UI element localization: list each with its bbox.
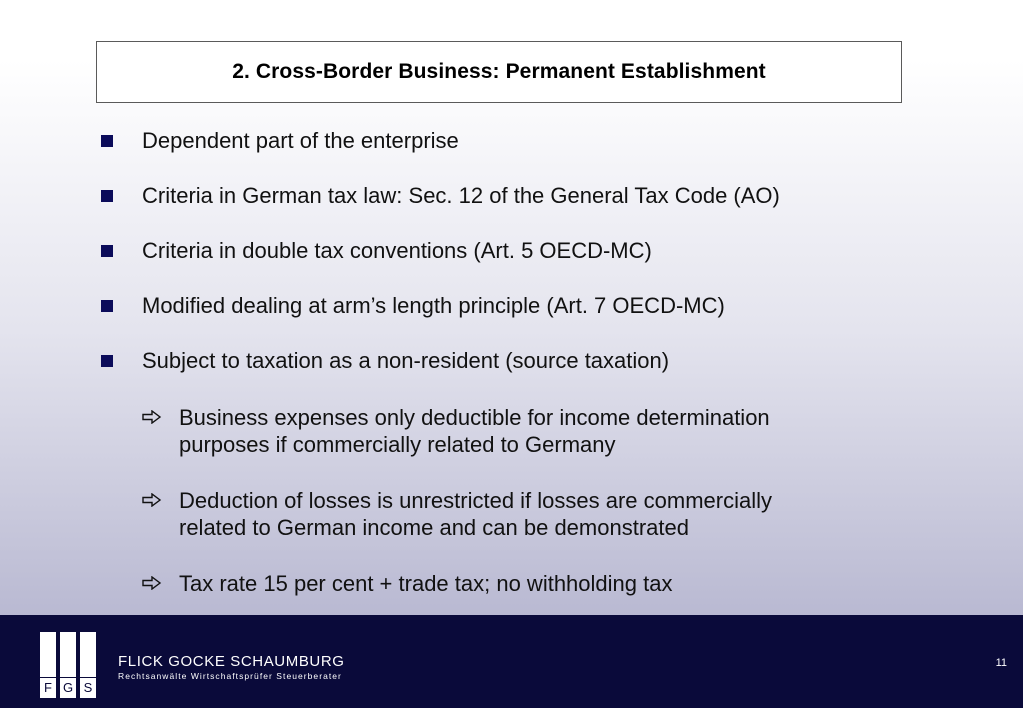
bullet-text: Criteria in German tax law: Sec. 12 of the General Tax Code (AO) xyxy=(142,183,780,208)
bullet-text: Modified dealing at arm’s length principle (Art. 7 OECD-MC) xyxy=(142,293,725,318)
sub-bullet-text xyxy=(179,404,770,458)
outline-arrow-right-icon xyxy=(142,487,164,513)
bullet-item xyxy=(101,128,459,154)
sub-bullet-line: purposes if commercially related to Germany xyxy=(179,432,616,457)
firm-name: FLICK GOCKE SCHAUMBURG xyxy=(118,653,345,670)
square-bullet-icon xyxy=(101,300,113,312)
bullet-text: Criteria in double tax conventions (Art. 5 OECD-MC) xyxy=(142,238,652,263)
square-bullet-icon xyxy=(101,355,113,367)
slide-title: 2. Cross-Border Business: Permanent Establishment xyxy=(232,60,766,83)
page-number: 11 xyxy=(995,657,1007,669)
fgs-logo xyxy=(40,632,96,698)
bullet-item xyxy=(101,183,780,209)
outline-arrow-right-icon xyxy=(142,570,164,596)
sub-bullet-item xyxy=(142,404,770,458)
bullet-text: Subject to taxation as a non-resident (source taxation) xyxy=(142,348,670,373)
logo-letter: S xyxy=(83,680,93,695)
square-bullet-icon xyxy=(101,190,113,202)
sub-bullet-item xyxy=(142,487,772,541)
bullet-item xyxy=(101,348,669,374)
logo-letter: F xyxy=(44,680,52,695)
sub-bullet-text xyxy=(179,570,672,597)
footer-bar xyxy=(0,615,1023,708)
bullet-item xyxy=(101,293,725,319)
logo-column xyxy=(80,632,96,698)
sub-bullet-text xyxy=(179,487,772,541)
square-bullet-icon xyxy=(101,245,113,257)
square-bullet-icon xyxy=(101,135,113,147)
logo-divider xyxy=(40,677,96,678)
sub-bullet-line: related to German income and can be demonstrated xyxy=(179,515,689,540)
firm-tagline: Rechtsanwälte Wirtschaftsprüfer Steuerberater xyxy=(118,671,342,681)
sub-bullet-item xyxy=(142,570,672,597)
bullet-text: Dependent part of the enterprise xyxy=(142,128,459,153)
bullet-item xyxy=(101,238,652,264)
sub-bullet-line: Deduction of losses is unrestricted if losses are commercially xyxy=(179,488,773,513)
sub-bullet-line: Business expenses only deductible for income determination xyxy=(179,405,770,430)
logo-letter: G xyxy=(62,680,74,695)
sub-bullet-line: Tax rate 15 per cent + trade tax; no withholding tax xyxy=(179,571,673,596)
logo-column xyxy=(60,632,76,698)
outline-arrow-right-icon xyxy=(142,404,164,430)
logo-column xyxy=(40,632,56,698)
